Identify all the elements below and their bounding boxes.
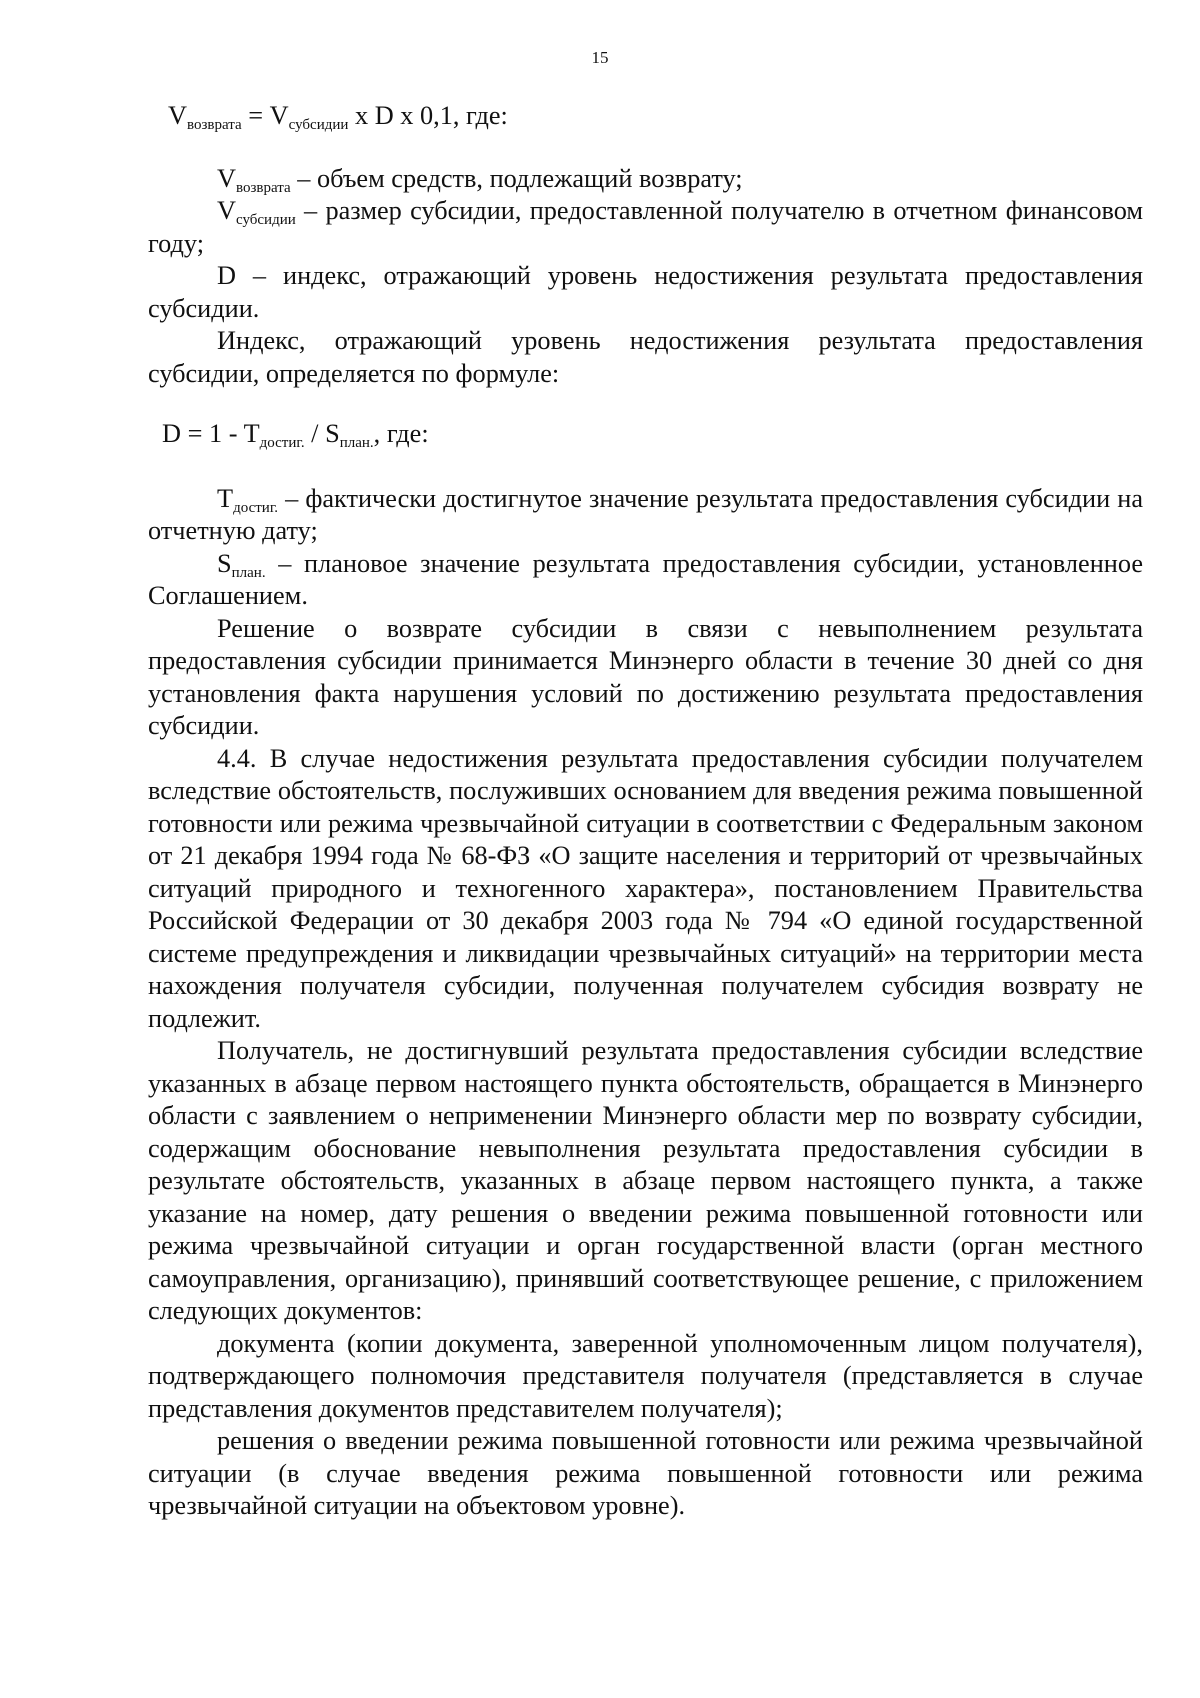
index-intro: Индекс, отражающий уровень недостижения результата предоставления субсидии, определяется по формуле:	[148, 326, 1143, 388]
formula-return: $V_{возврата} = V_{субсидии}$ x D x 0,1, где:	[168, 101, 508, 133]
paragraph-recipient: Получатель, не достигнувший результата предоставления субсидии вследствие указанных в абзаце первом настоящего пункта обстоятельств, обращается в Минэнерго области с заявлением о неприменении Минэнерго области мер по возврату субсидии, содержащим обоснование невыполнения результата предоставления субсидии в результате обстоятельств, указанных в абзаце первом настоящего пункта, а также указание на номер, дату решения о введении режима повышенной готовности или режима чрезвычайной ситуации и орган государственной власти (орган местного самоуправления, организацию), принявший соответствующее решение, с приложением следующих документов:	[148, 1036, 1143, 1325]
list-item-document: документа (копии документа, заверенной уполномоченным лицом получателя), подтверждающего полномочия представителя получателя (представляется в случае представления документов представителем получателя);	[148, 1328, 1143, 1423]
definition-d: D – индекс, отражающий уровень недостижения результата предоставления субсидии.	[148, 261, 1143, 323]
definition-v-return: $V_{возврата}$ – объем средств, подлежащий возврату;	[217, 163, 743, 196]
paragraph-4-4: 4.4. В случае недостижения результата предоставления субсидии получателем вследствие обстоятельств, послуживших основанием для введения режима повышенной готовности или режима чрезвычайной ситуации в соответствии с Федеральным законом от 21 декабря 1994 года № 68-ФЗ «О защите населения и территорий от чрезвычайных ситуаций природного и техногенного характера», постановлением Правительства Российской Федерации от 30 декабря 2003 года № 794 «О единой государственной системе предупреждения и ликвидации чрезвычайных ситуаций» на территории места нахождения получателя субсидии, полученная получателем субсидия возврату не подлежит.	[148, 743, 1143, 1033]
page-number: 15	[591, 48, 609, 67]
list-item-decision: решения о введении режима повышенной готовности или режима чрезвычайной ситуации (в случае введения режима повышенной готовности или режима чрезвычайной ситуации на объектовом уровне).	[148, 1426, 1143, 1520]
definition-v-subsidy: $V_{субсидии}$ – размер субсидии, предоставленной получателю в отчетном финансовом году;	[148, 196, 1143, 258]
definition-t: $T_{достиг.}$ – фактически достигнутое значение результата предоставления субсидии на отчетную дату;	[148, 483, 1143, 545]
formula-index: $D = 1 - T_{достиг.} / S_{план.}$, где:	[162, 419, 429, 451]
document-body	[148, 100, 1143, 1523]
definition-s: $S_{план.}$ – плановое значение результата предоставления субсидии, установленное Соглашением.	[148, 548, 1143, 610]
paragraph-decision: Решение о возврате субсидии в связи с невыполнением результата предоставления субсидии принимается Минэнерго области в течение 30 дней со дня установления факта нарушения условий по достижению результата предоставления субсидии.	[148, 613, 1143, 740]
